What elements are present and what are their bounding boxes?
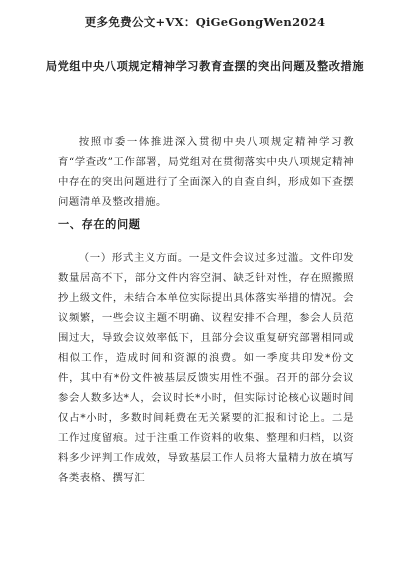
- intro-paragraph: 按照市委一体推进深入贯彻中央八项规定精神学习教育“学查改”工作部署，局党组对在贯彻落实中央八项规定精神中存在的突出问题进行了全面深入的自查自纠，形成如下查摆问题清单及整改措施。: [58, 136, 354, 208]
- problem-paragraph: （一）形式主义方面。一是文件会议过多过滥。文件印发数量居高不下，部分文件内容空洞、缺乏针对性，存在照搬照抄上级文件，未结合本单位实际提出具体落实举措的情况。会议频繁，一些会议主题不明确、议程安排不合理，参会人员范围过大，导致会议效率低下，且部分会议重复研究部署相同或相似工作，造成时间和资源的浪费。如一季度共印发*份文件，其中有*份文件被基层反馈实用性不强。召开的部分会议参会人数多达*人，会议时长*小时，但实际讨论核心议题时间仅占*小时，多数时间耗费在无关紧要的汇报和讨论上。二是工作过度留痕。过于注重工作资料的收集、整理和归档，以资料多少评判工作成效，导致基层工作人员将大量精力放在填写各类表格、撰写汇: [58, 252, 354, 484]
- section-heading: 一、存在的问题: [58, 217, 141, 231]
- document-title: 局党组中央八项规定精神学习教育查摆的突出问题及整改措施: [45, 59, 365, 73]
- promo-banner: 更多免费公文+VX：QiGeGongWen2024: [84, 15, 326, 29]
